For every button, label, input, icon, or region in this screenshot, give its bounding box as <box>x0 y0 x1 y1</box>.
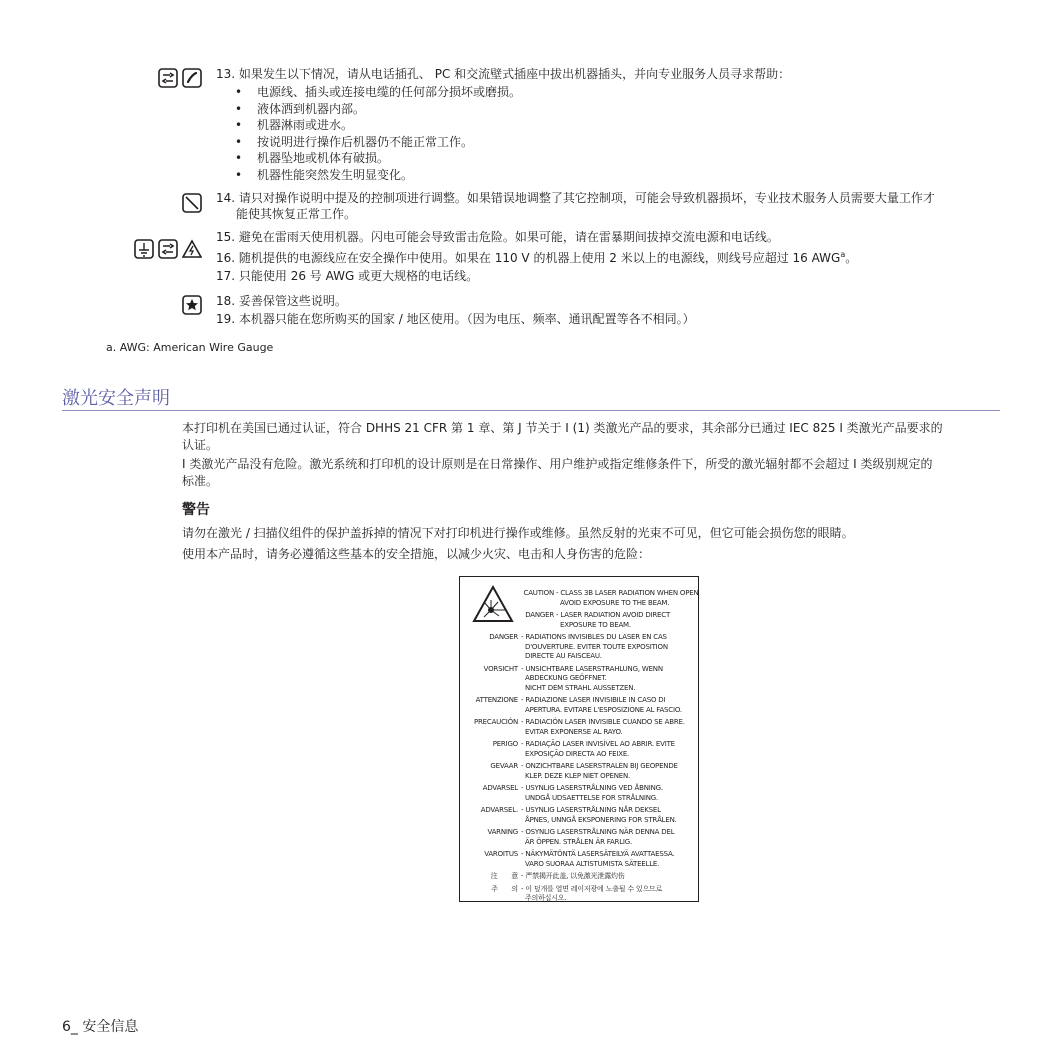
label-keyword: 注 意 <box>490 872 518 881</box>
label-keyword: ADVARSEL. <box>480 806 518 815</box>
label-text-line: VARO SUORAA ALTISTUMISTA SÄTEELLE. <box>525 859 660 868</box>
label-text-line: - CLASS 3B LASER RADIATION WHEN OPEN <box>556 589 699 597</box>
label-text-line: UNDGÅ UDSAETTELSE FOR STRÅLNING. <box>525 793 659 802</box>
label-text-line: - RADIATIONS INVISIBLES DU LASER EN CAS <box>521 633 667 641</box>
label-keyword: ATTENZIONE <box>475 696 518 705</box>
label-text-line: - OSYNLIG LASERSTRÅLNING NÄR DENNA DEL <box>521 828 675 837</box>
unplug-phone-icon <box>182 68 202 88</box>
label-text-line: - RADIACIÓN LASER INVISIBLE CUANDO SE ABRE. <box>521 718 685 727</box>
label-text-line: ÄR ÖPPEN. STRÅLEN ÄR FARLIG. <box>525 837 633 846</box>
page-footer: 6_ 安全信息 <box>62 1019 139 1035</box>
label-text-line: AVOID EXPOSURE TO THE BEAM. <box>560 598 670 607</box>
label-keyword: 주 의 <box>491 884 518 893</box>
unplug-power-icon <box>158 68 178 88</box>
label-text-line: EXPOSIÇÃO DIRECTA AO FEIXE. <box>525 749 630 758</box>
label-keyword: DANGER <box>489 633 518 641</box>
lightning-warning-icon <box>182 239 202 259</box>
paragraph-1-cont: 认证。 <box>182 438 219 452</box>
label-text-line: - 严禁揭开此盖, 以免激光泄露灼伤 <box>521 872 625 881</box>
bullet-item: 按说明进行操作后机器仍不能正常工作。 <box>257 134 474 149</box>
label-keyword: DANGER <box>525 611 554 620</box>
label-text-line: - USYNLIG LASERSTRÅLNING VED ÅBNING. <box>521 784 663 793</box>
list-item-15: 15. 避免在雷雨天使用机器。闪电可能会导致雷击危险。如果可能，请在雷暴期间拔掉交流电源和电话线。 <box>216 230 779 244</box>
label-text-line: - RADIAZIONE LASER INVISIBILE IN CASO DI <box>521 696 666 705</box>
list-item-17: 17. 只能使用 26 号 AWG 或更大规格的电话线。 <box>216 269 479 283</box>
label-text-line: EXPOSURE TO BEAM. <box>560 620 631 629</box>
label-keyword: VAROITUS <box>484 850 518 859</box>
label-text-line: - ONZICHTBARE LASERSTRALEN BIJ GEOPENDE <box>521 762 678 771</box>
label-text-line: - 이 덮개를 열면 레이저광에 노출될 수 있으므로 <box>521 884 663 893</box>
bullet-marker: • <box>235 151 243 165</box>
paragraph-1: 本打印机在美国已通过认证，符合 DHHS 21 CFR 第 1 章、第 J 节关于 I (1) 类激光产品的要求，其余部分已通过 IEC 825 I 类激光产品要求的 <box>182 421 943 435</box>
label-keyword: PRECAUCIÓN <box>473 718 518 727</box>
label-text-line: ABDECKUNG GEÖFFNET. <box>525 674 607 683</box>
label-text-line: - RADIAÇÃO LASER INVISÍVEL AO ABRIR. EVITE <box>521 740 675 749</box>
list-item-19: 19. 本机器只能在您所购买的国家 / 地区使用。（因为电压、频率、通讯配置等各不相同。） <box>216 312 695 326</box>
paragraph-2-cont: 标准。 <box>182 474 219 488</box>
label-text-line: NICHT DEM STRAHL AUSSETZEN. <box>525 683 636 692</box>
bullet-item: 机器性能突然发生明显变化。 <box>257 167 414 182</box>
laser-hazard-icon <box>472 585 514 623</box>
section-title: 激光安全声明 <box>62 388 170 409</box>
label-text-line: KLEP. DEZE KLEP NIET OPENEN. <box>525 771 631 780</box>
unplug-power-icon-2 <box>158 239 178 259</box>
list-item-14: 14. 请只对操作说明中提及的控制项进行调整。如果错误地调整了其它控制项，可能会导致机器损坏，专业技术服务人员需要大量工作才 <box>216 191 935 205</box>
bullet-marker: • <box>235 101 243 116</box>
bullet-item: 液体洒到机器内部。 <box>257 101 366 116</box>
footnote: a. AWG: American Wire Gauge <box>106 341 274 354</box>
label-text-line: - NÄKYMÄTÖNTÄ LASERSÄTEILYÄ AVATTAESSA. <box>521 850 675 859</box>
list-item-18: 18. 妥善保管这些说明。 <box>216 294 347 308</box>
label-text-line: - UNSICHTBARE LASERSTRAHLUNG, WENN <box>521 664 663 673</box>
warning-text-1: 请勿在激光 / 扫描仪组件的保护盖拆掉的情况下对打印机进行操作或维修。虽然反射的光束不可见，但它可能会损伤您的眼睛。 <box>182 526 854 540</box>
paragraph-2: I 类激光产品没有危险。激光系统和打印机的设计原则是在日常操作、用户维护或指定维修条件下，所受的激光辐射都不会超过 I 类级别规定的 <box>182 457 933 471</box>
label-keyword: ADVARSEL <box>482 784 518 793</box>
bullet-marker: • <box>235 118 243 132</box>
label-keyword: GEVAAR <box>490 762 518 771</box>
no-adjust-icon <box>182 193 202 213</box>
star-keep-icon <box>182 295 202 315</box>
label-text-line: ÅPNES, UNNGÅ EKSPONERING FOR STRÅLEN. <box>525 815 677 824</box>
section-divider <box>62 410 1000 411</box>
bullet-marker: • <box>235 85 243 99</box>
label-text-line: 주의하십시오. <box>525 894 567 903</box>
bullet-marker: • <box>235 167 243 182</box>
bullet-item: 机器坠地或机体有破损。 <box>257 151 390 165</box>
label-keyword: CAUTION <box>523 589 554 597</box>
bullet-item: 机器淋雨或进水。 <box>257 118 354 132</box>
footnote-marker: a <box>840 250 846 259</box>
list-item-16: 16. 随机提供的电源线应在安全操作中使用。如果在 110 V 的机器上使用 2 米以上的电源线，则线号应超过 16 AWG$^a$。 <box>216 250 858 265</box>
label-text-line: - LASER RADIATION AVOID DIRECT <box>556 611 671 620</box>
label-text-line: DIRECTE AU FAISCEAU. <box>525 652 602 661</box>
label-text-line: D'OUVERTURE. EVITER TOUTE EXPOSITION <box>525 642 668 651</box>
warning-heading: 警告 <box>182 502 210 518</box>
list-item-13: 13. 如果发生以下情况，请从电话插孔、 PC 和交流壁式插座中拔出机器插头，并向专业服务人员寻求帮助： <box>216 67 791 81</box>
warning-text-2: 使用本产品时，请务必遵循这些基本的安全措施，以减少火灾、电击和人身伤害的危险： <box>182 547 651 561</box>
label-keyword: VORSICHT <box>483 664 518 673</box>
label-keyword: PERIGO <box>492 740 518 749</box>
laser-warning-label <box>459 576 699 902</box>
label-text-line: APERTURA. EVITARE L'ESPOSIZIONE AL FASCIO. <box>525 705 682 714</box>
bullet-marker: • <box>235 134 243 149</box>
label-keyword: VARNING <box>487 828 518 837</box>
label-text-line: EVITAR EXPONERSE AL RAYO. <box>525 727 623 736</box>
ground-icon <box>134 239 154 259</box>
bullet-item: 电源线、插头或连接电缆的任何部分损坏或磨损。 <box>257 85 522 99</box>
label-text-line: - USYNLIG LASERSTRÅLNING NÅR DEKSEL <box>521 806 661 815</box>
list-item-14-cont: 能使其恢复正常工作。 <box>236 207 357 221</box>
